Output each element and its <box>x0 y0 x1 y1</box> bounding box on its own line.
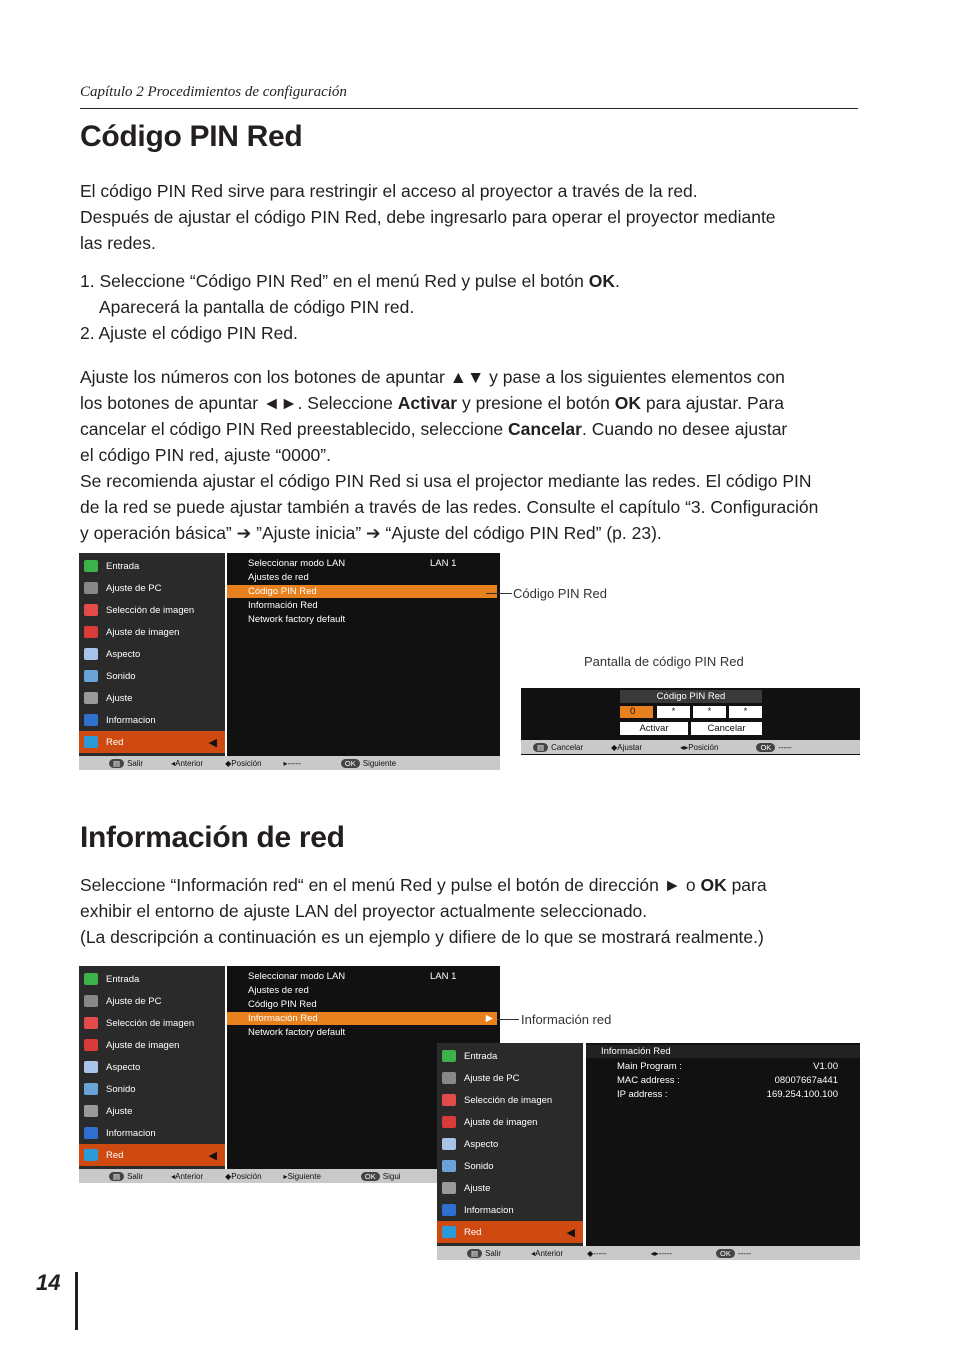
side-menu-item[interactable] <box>79 990 225 1012</box>
info-label-ip: IP address : <box>617 1089 668 1100</box>
side-menu-item[interactable] <box>79 1078 225 1100</box>
side-menu-item-label: Selección de imagen <box>464 1094 553 1106</box>
bottom-bar <box>79 756 500 770</box>
leader-line-pin <box>486 593 512 594</box>
side-menu-item[interactable] <box>79 1100 225 1122</box>
leader-line-info <box>497 1019 519 1020</box>
side-menu-item[interactable] <box>437 1221 583 1243</box>
side-menu-item-label: Aspecto <box>106 648 141 660</box>
side-menu-item[interactable] <box>79 968 225 990</box>
caption-pin-screen: Pantalla de código PIN Red <box>584 654 744 669</box>
para-line-7: y operación básica” ➔ ”Ajuste inicia” ➔ “Ajuste del código PIN Red” (p. 23). <box>80 523 662 543</box>
pin-screen <box>521 688 860 755</box>
side-menu-item[interactable] <box>79 665 225 687</box>
exit-hint: ▤ Salir <box>467 1249 501 1258</box>
chapter-header: Capítulo 2 Procedimientos de configuración <box>80 84 347 100</box>
pin-bottom-bar <box>521 740 860 754</box>
chevron-left-icon: ◀ <box>208 1149 217 1162</box>
intro-line-2: Después de ajustar el código PIN Red, debe ingresarlo para operar el proyector mediante <box>80 207 776 227</box>
side-menu-item[interactable] <box>437 1111 583 1133</box>
network-menu-item-label: Ajustes de red <box>248 985 309 996</box>
pc-adjust-icon <box>442 1072 456 1084</box>
side-menu-item-label: Ajuste <box>464 1182 491 1194</box>
network-menu-item[interactable] <box>227 984 487 997</box>
side-menu-item-label: Ajuste <box>106 692 133 704</box>
section-title-pin: Código PIN Red <box>80 120 303 153</box>
prev-hint: ◂Anterior <box>531 1248 564 1258</box>
exit-hint: ▤ Salir <box>109 1172 143 1181</box>
information-icon <box>84 1127 98 1139</box>
network-menu-item[interactable] <box>227 613 487 626</box>
side-menu-item-label: Red <box>106 1149 124 1161</box>
network-menu-item[interactable] <box>227 1026 487 1039</box>
image-select-icon <box>84 1017 98 1029</box>
aspect-icon <box>442 1138 456 1150</box>
cancel-button[interactable]: Cancelar <box>691 722 762 735</box>
pin-digit-2[interactable]: * <box>657 706 690 718</box>
side-menu-item[interactable] <box>79 577 225 599</box>
side-menu-item-label: Entrada <box>106 560 140 572</box>
image-adjust-icon <box>84 1039 98 1051</box>
para-line-2: los botones de apuntar ◄►. Seleccione Activar y presione el botón OK para ajustar. Para <box>80 393 784 413</box>
side-menu-item[interactable] <box>437 1067 583 1089</box>
para-line-6: de la red se puede ajustar también a través de las redes. Consulte el capítulo “3. Configuración <box>80 497 819 517</box>
next-hint: ◂▸----- <box>650 1248 672 1258</box>
para-line-4: el código PIN red, ajuste “0000”. <box>80 445 331 465</box>
network-menu-item[interactable] <box>227 970 487 983</box>
network-menu-item-label: Network factory default <box>248 1027 346 1038</box>
adjust-hint: ◆Ajustar <box>611 742 643 752</box>
info-panel <box>586 1043 860 1246</box>
side-menu-item[interactable] <box>79 1122 225 1144</box>
network-menu-item[interactable] <box>227 998 487 1011</box>
lan-value: LAN 1 <box>430 971 457 982</box>
image-select-icon <box>442 1094 456 1106</box>
pos-hint: ◆----- <box>587 1248 607 1258</box>
side-menu-item[interactable] <box>79 731 225 753</box>
side-menu-item[interactable] <box>79 643 225 665</box>
information-icon <box>442 1204 456 1216</box>
side-menu-item-label: Selección de imagen <box>106 604 195 616</box>
input-icon <box>442 1050 456 1062</box>
sound-icon <box>84 1083 98 1095</box>
input-icon <box>84 973 98 985</box>
network-menu-item-label: Network factory default <box>248 614 346 625</box>
network-menu-item-label: Seleccionar modo LAN <box>248 971 346 982</box>
side-menu-item-label: Informacion <box>106 1127 156 1139</box>
pos-hint: ◆Posición <box>225 1171 262 1181</box>
sound-icon <box>442 1160 456 1172</box>
image-adjust-icon <box>442 1116 456 1128</box>
info-line-2: exhibir el entorno de ajuste LAN del proyector actualmente seleccionado. <box>80 901 648 921</box>
info-line-3: (La descripción a continuación es un ejemplo y difiere de lo que se mostrará realmente.) <box>80 927 764 947</box>
network-icon <box>84 1149 98 1161</box>
para-line-3: cancelar el código PIN Red preestablecido, seleccione Cancelar. Cuando no desee ajustar <box>80 419 788 439</box>
side-menu-item[interactable] <box>437 1199 583 1221</box>
side-menu <box>79 966 225 1169</box>
chevron-right-icon: ▶ <box>485 1013 493 1024</box>
step-1: 1. Seleccione “Código PIN Red” en el menú Red y pulse el botón OK. <box>80 271 620 291</box>
input-icon <box>84 560 98 572</box>
aspect-icon <box>84 648 98 660</box>
ok-hint: OK ----- <box>756 743 791 752</box>
network-menu-item-label: Código PIN Red <box>248 586 317 597</box>
side-menu-item-label: Sonido <box>106 1083 136 1095</box>
chevron-left-icon: ◀ <box>566 1226 575 1239</box>
side-menu-item-label: Ajuste <box>106 1105 133 1117</box>
network-menu-item-label: Información Red <box>248 1013 318 1024</box>
sound-icon <box>84 670 98 682</box>
side-menu-item-label: Entrada <box>464 1050 498 1062</box>
network-menu-item[interactable] <box>227 1012 497 1025</box>
network-icon <box>442 1226 456 1238</box>
side-menu-item[interactable] <box>437 1133 583 1155</box>
info-label-mac: MAC address : <box>617 1075 680 1086</box>
network-menu-item-label: Información Red <box>248 600 318 611</box>
pos-hint: ◆Posición <box>225 758 262 768</box>
side-menu-item-label: Informacion <box>106 714 156 726</box>
info-screenshot <box>437 1043 860 1260</box>
side-menu-item-label: Selección de imagen <box>106 1017 195 1029</box>
section-title-info: Información de red <box>80 821 345 854</box>
side-menu-item[interactable] <box>437 1089 583 1111</box>
prev-hint: ◂Anterior <box>171 1171 204 1181</box>
side-menu-item[interactable] <box>79 555 225 577</box>
side-menu-item-label: Entrada <box>106 973 140 985</box>
page-bar <box>75 1272 78 1330</box>
side-menu-item[interactable] <box>79 687 225 709</box>
info-value-mac: 08007667a441 <box>774 1075 838 1086</box>
dash-hint: ▸----- <box>283 758 301 768</box>
network-menu-item[interactable] <box>227 571 487 584</box>
information-icon <box>84 714 98 726</box>
ok-hint: OK Sigui <box>361 1172 401 1181</box>
network-menu-item-label: Código PIN Red <box>248 999 317 1010</box>
next-hint: OK Siguiente <box>341 759 396 768</box>
info-value-main: V1.00 <box>813 1061 838 1072</box>
activate-button[interactable]: Activar <box>620 722 688 735</box>
intro-line-1: El código PIN Red sirve para restringir el acceso al proyector a través de la red. <box>80 181 698 201</box>
info-line-1: Seleccione “Información red“ en el menú Red y pulse el botón de dirección ► o OK para <box>80 875 767 895</box>
side-menu-item-label: Red <box>106 736 124 748</box>
setting-icon <box>442 1182 456 1194</box>
para-line-5: Se recomienda ajustar el código PIN Red si usa el projector mediante las redes. El código PIN <box>80 471 812 491</box>
network-menu-item-label: Seleccionar modo LAN <box>248 558 346 569</box>
info-title: Información Red <box>586 1045 860 1058</box>
image-adjust-icon <box>84 626 98 638</box>
side-menu-item-label: Ajuste de PC <box>106 582 162 594</box>
network-menu-item[interactable] <box>227 599 487 612</box>
step-1-note: Aparecerá la pantalla de código PIN red. <box>99 297 415 317</box>
info-label-main: Main Program : <box>617 1061 682 1072</box>
position-hint: ◂▸Posición <box>680 742 719 752</box>
intro-line-3: las redes. <box>80 233 156 253</box>
pin-digit-3[interactable]: * <box>693 706 726 718</box>
side-menu <box>437 1043 583 1246</box>
pin-title: Código PIN Red <box>620 690 762 703</box>
prev-hint: ◂Anterior <box>171 758 204 768</box>
side-menu-item-label: Ajuste de PC <box>106 995 162 1007</box>
side-menu-item-label: Sonido <box>464 1160 494 1172</box>
info-value-ip: 169.254.100.100 <box>766 1089 838 1100</box>
aspect-icon <box>84 1061 98 1073</box>
side-menu-item-label: Ajuste de imagen <box>106 626 180 638</box>
side-menu-item-label: Red <box>464 1226 482 1238</box>
image-select-icon <box>84 604 98 616</box>
side-menu <box>79 553 225 756</box>
header-rule <box>80 108 858 109</box>
pin-digit-4[interactable]: * <box>729 706 762 718</box>
side-menu-item[interactable] <box>437 1155 583 1177</box>
side-menu-item[interactable] <box>79 1056 225 1078</box>
network-menu-item[interactable] <box>227 585 497 598</box>
side-menu-item[interactable] <box>79 709 225 731</box>
cancel-hint: ▤ Cancelar <box>533 743 583 752</box>
side-menu-item[interactable] <box>437 1177 583 1199</box>
side-menu-item-label: Aspecto <box>106 1061 141 1073</box>
side-menu-item[interactable] <box>79 621 225 643</box>
step-2: 2. Ajuste el código PIN Red. <box>80 323 298 343</box>
side-menu-item-label: Ajuste de PC <box>464 1072 520 1084</box>
caption-pin: Código PIN Red <box>513 586 607 601</box>
setting-icon <box>84 1105 98 1117</box>
para-line-1: Ajuste los números con los botones de apuntar ▲▼ y pase a los siguientes elementos con <box>80 367 785 387</box>
pin-digit-1[interactable]: 0 <box>620 706 653 718</box>
chevron-left-icon: ◀ <box>208 736 217 749</box>
page-number: 14 <box>36 1270 61 1295</box>
lan-value: LAN 1 <box>430 558 457 569</box>
side-menu-item-label: Informacion <box>464 1204 514 1216</box>
side-menu-item-label: Ajuste de imagen <box>464 1116 538 1128</box>
network-panel <box>227 553 500 756</box>
ok-hint: OK ----- <box>716 1249 751 1258</box>
side-menu-item[interactable] <box>79 599 225 621</box>
network-icon <box>84 736 98 748</box>
network-menu-item[interactable] <box>227 557 487 570</box>
side-menu-item-label: Aspecto <box>464 1138 499 1150</box>
side-menu-item[interactable] <box>79 1144 225 1166</box>
next-hint: ▸Siguiente <box>283 1171 321 1181</box>
bottom-bar <box>437 1246 860 1260</box>
setting-icon <box>84 692 98 704</box>
caption-info: Información red <box>521 1012 612 1027</box>
side-menu-item[interactable] <box>79 1034 225 1056</box>
exit-hint: ▤ Salir <box>109 759 143 768</box>
menu-screenshot-pin <box>79 553 500 770</box>
pc-adjust-icon <box>84 995 98 1007</box>
side-menu-item-label: Sonido <box>106 670 136 682</box>
network-menu-item-label: Ajustes de red <box>248 572 309 583</box>
side-menu-item[interactable] <box>437 1045 583 1067</box>
side-menu-item-label: Ajuste de imagen <box>106 1039 180 1051</box>
side-menu-item[interactable] <box>79 1012 225 1034</box>
pc-adjust-icon <box>84 582 98 594</box>
